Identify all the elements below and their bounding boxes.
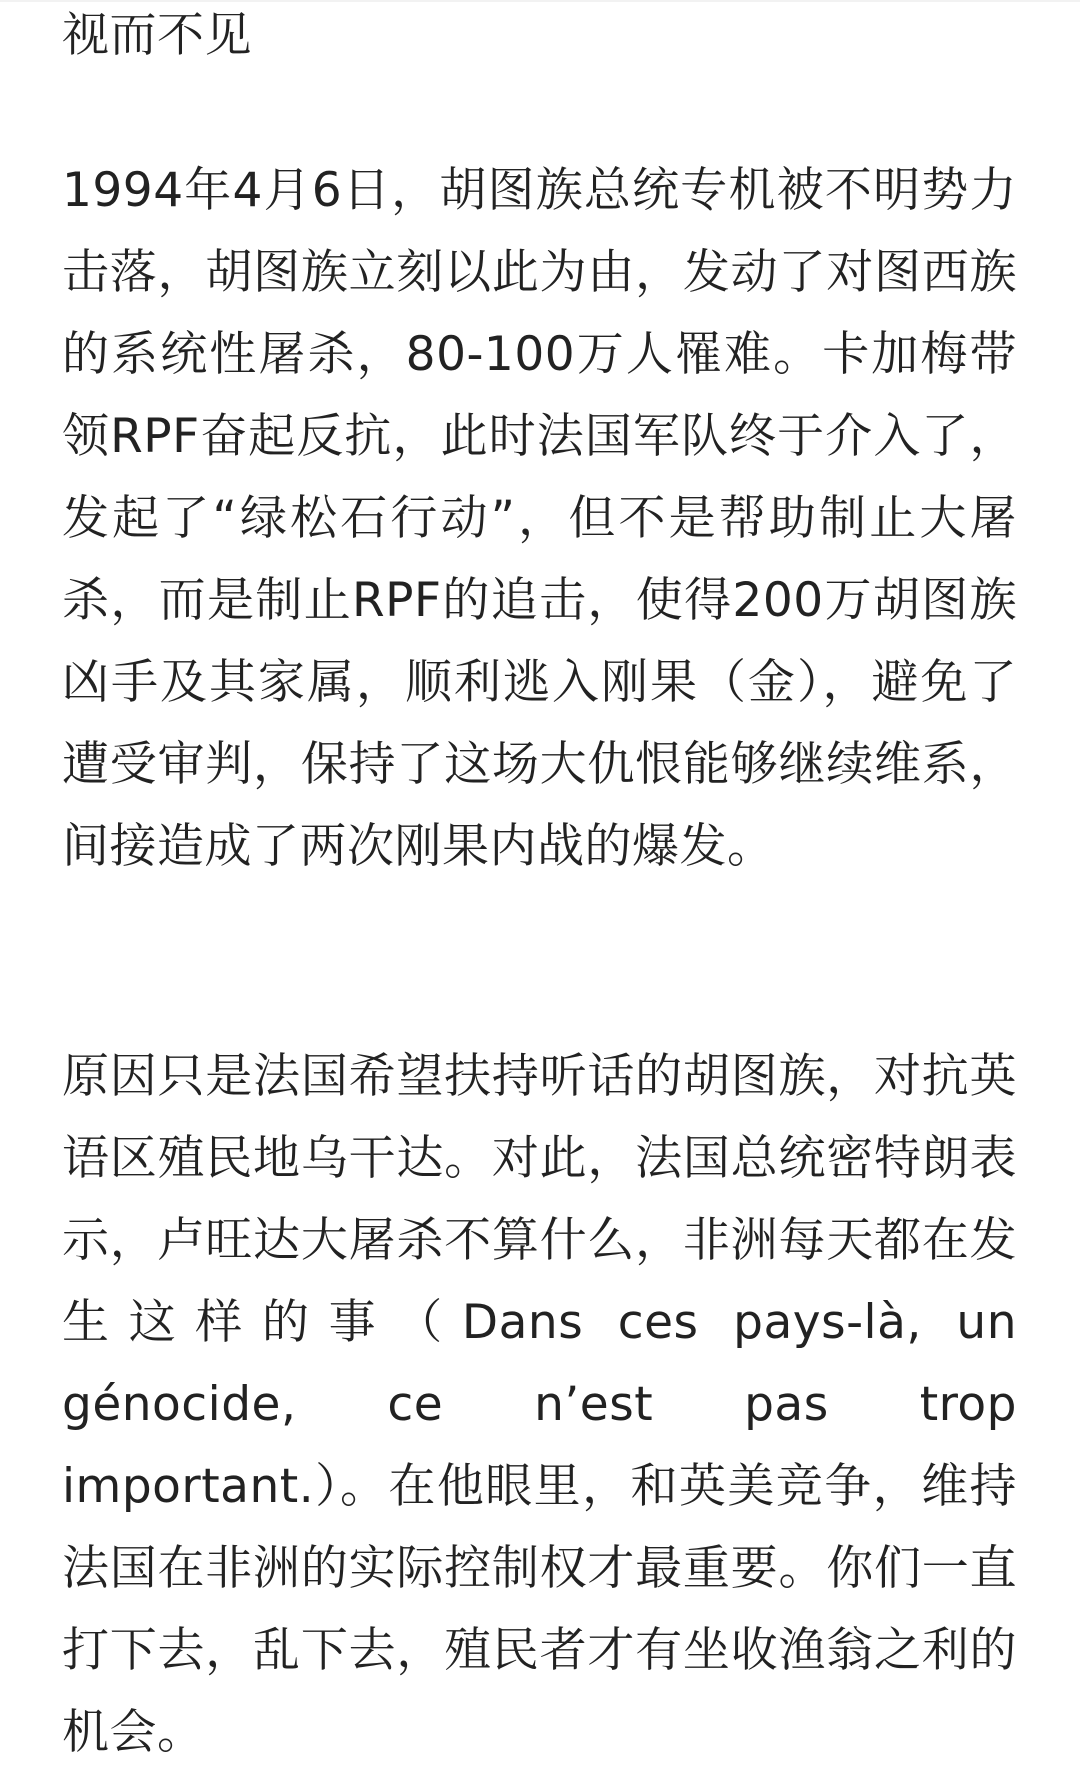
- article-paragraph: 原因只是法国希望扶持听话的胡图族，对抗英语区殖民地乌干达。对此，法国总统密特朗表示，卢旺达大屠杀不算什么，非洲每天都在发生这样的事（Dans ces pays-là, un génocide, ce n’est pas trop important.）。在他眼里，和英美竞争，维持法国在非洲的实际控制权才最重要。你们一直打下去，乱下去，殖民者才有坐收渔翁之利的机会。: [62, 1049, 1017, 1760]
- article-paragraph: 1994年4月6日，胡图族总统专机被不明势力击落，胡图族立刻以此为由，发动了对图西族的系统性屠杀，80-100万人罹难。卡加梅带领RPF奋起反抗，此时法国军队终于介入了，发起了“绿松石行动”，但不是帮助制止大屠杀，而是制止RPF的追击，使得200万胡图族凶手及其家属，顺利逃入刚果（金），避免了遭受审判，保持了这场大仇恨能够继续维系，间接造成了两次刚果内战的爆发。: [62, 163, 1017, 874]
- article-paragraph: 视而不见: [62, 8, 252, 63]
